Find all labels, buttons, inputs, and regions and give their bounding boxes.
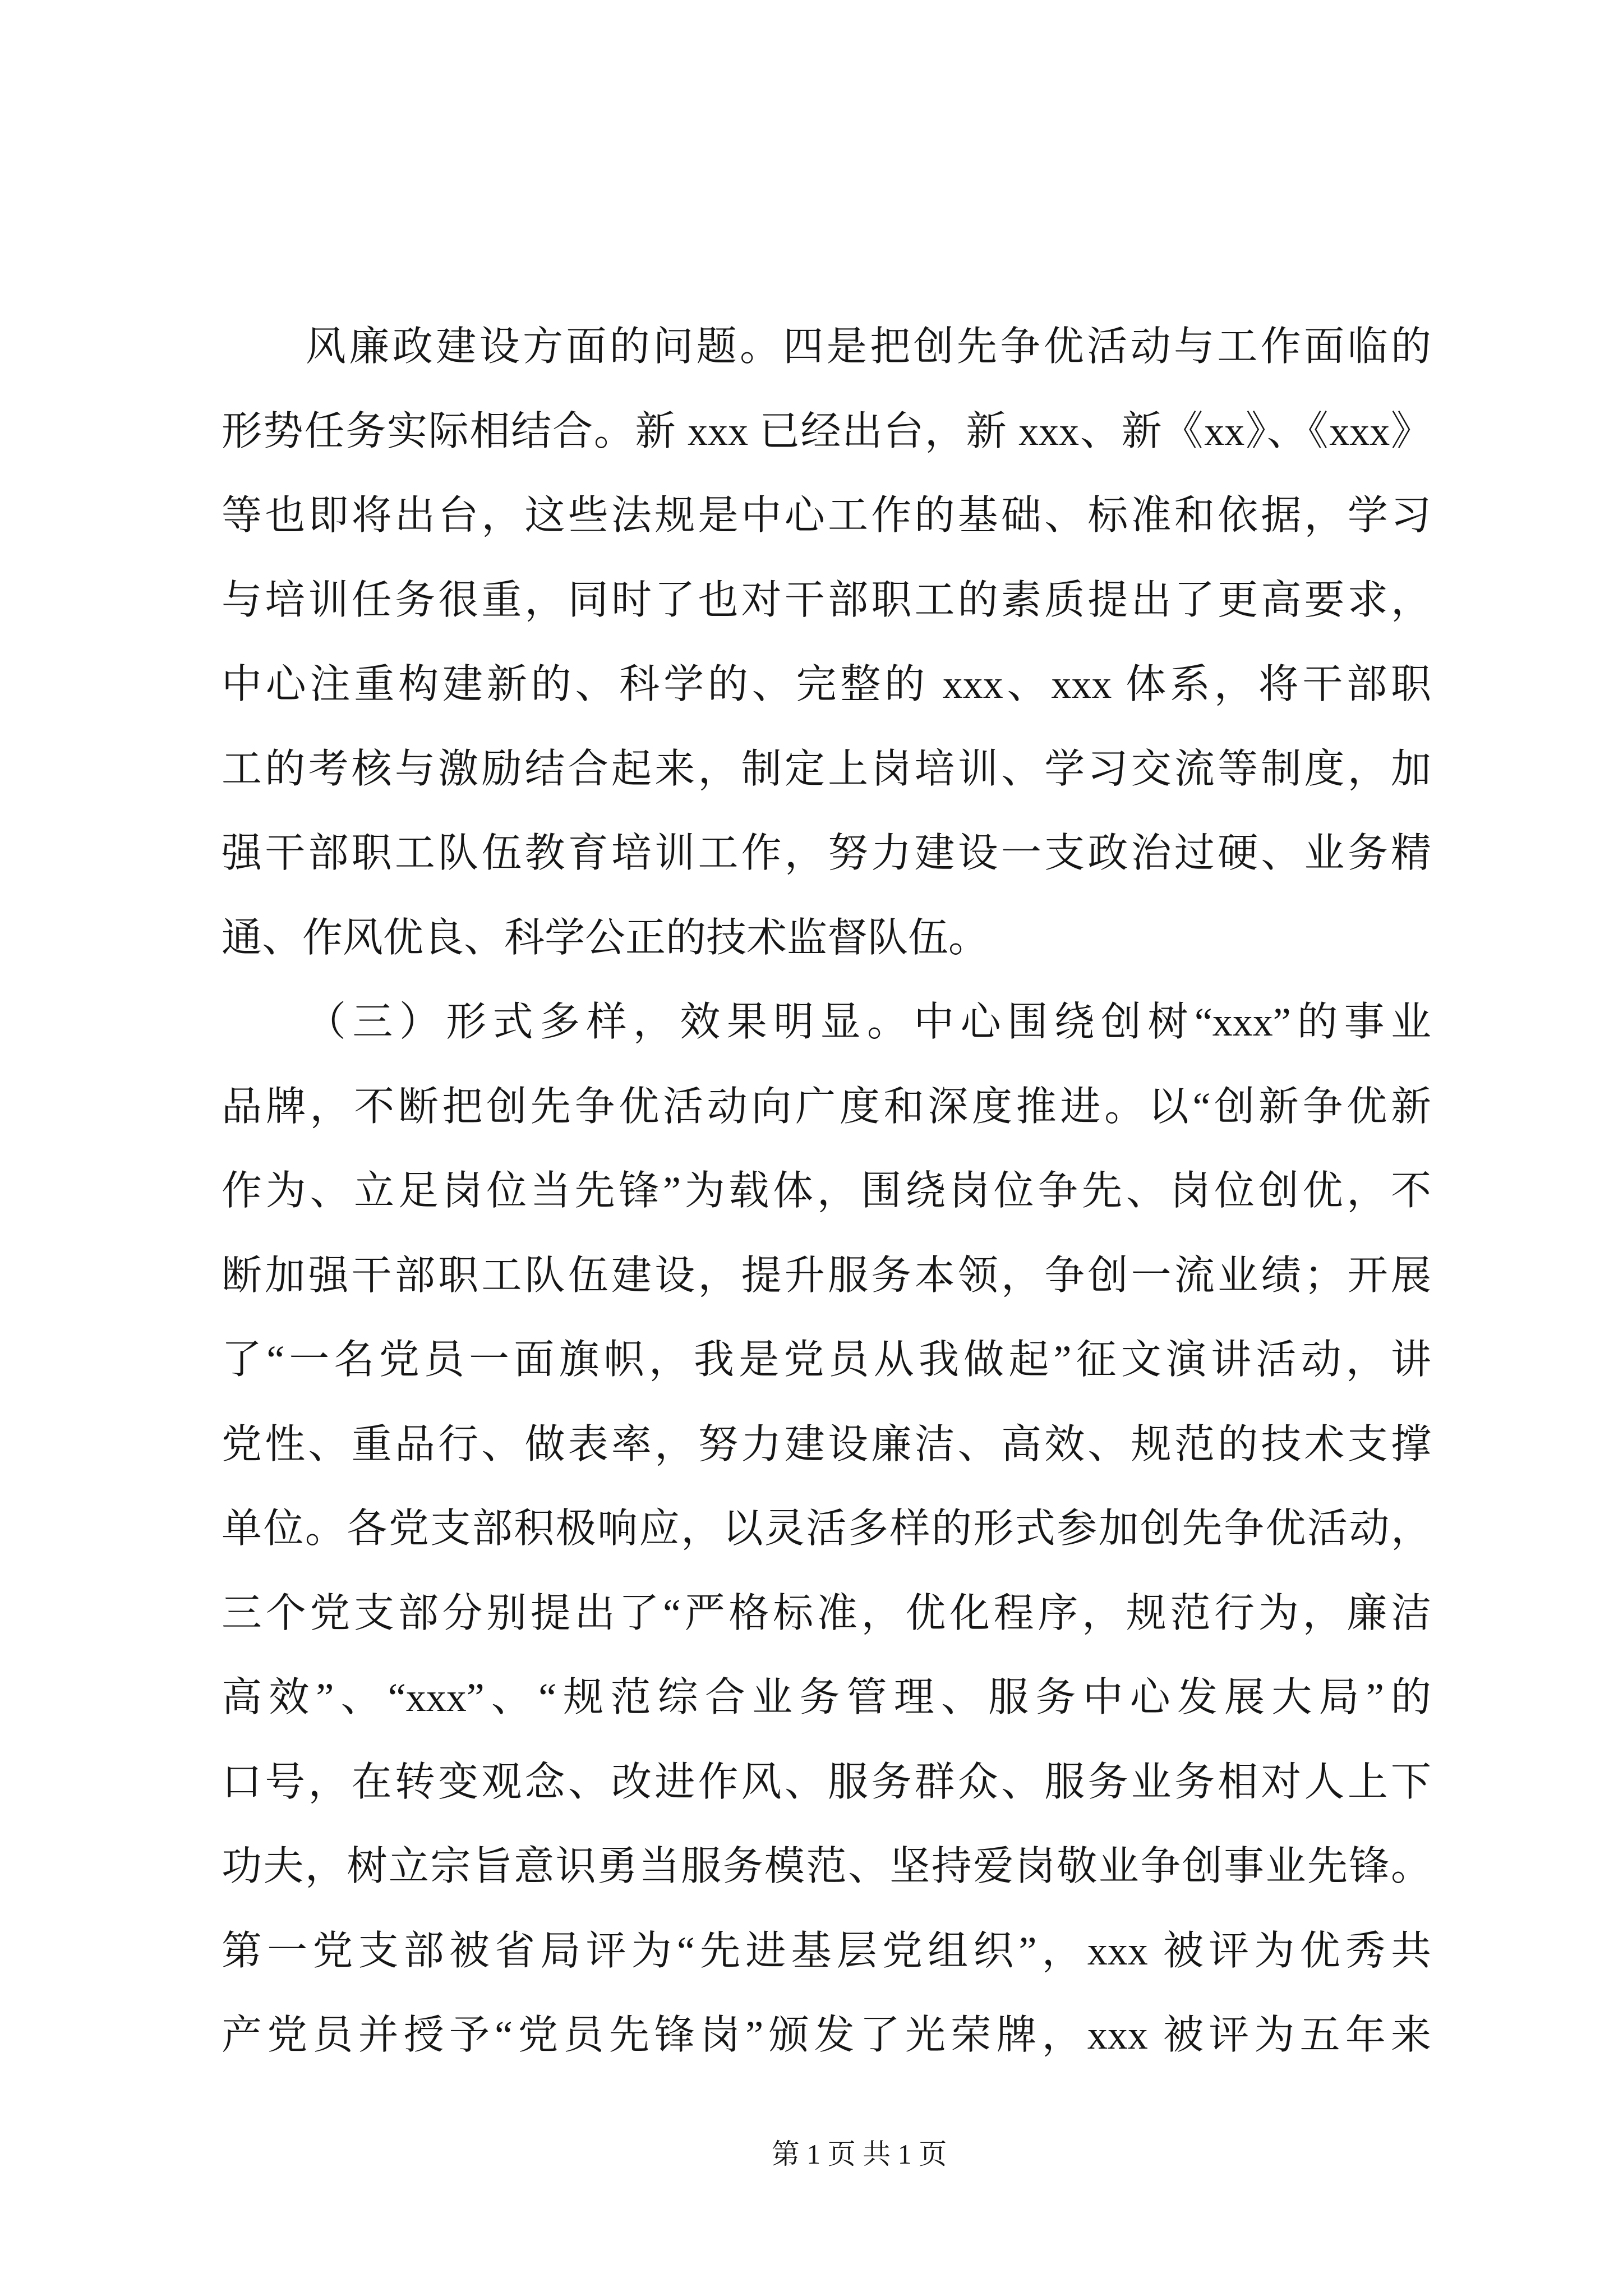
- text-line: （三）形式多样，效果明显。中心围绕创树“xxx”的事业: [306, 1000, 1431, 1045]
- text-line: 中心注重构建新的、科学的、完整的 xxx、xxx 体系，将干部职: [222, 662, 1431, 707]
- text-line: 断加强干部职工队伍建设，提升服务本领，争创一流业绩；开展: [222, 1253, 1431, 1298]
- text-line: 作为、立足岗位当先锋”为载体，围绕岗位争先、岗位创优，不: [222, 1168, 1431, 1213]
- paragraph: [222, 980, 1431, 2078]
- text-line: 单位。各党支部积极响应，以灵活多样的形式参加创先争优活动，: [222, 1506, 1431, 1551]
- text-line: 党性、重品行、做表率，努力建设廉洁、高效、规范的技术支撑: [222, 1421, 1431, 1467]
- body-text: [222, 305, 1431, 2078]
- page-number-footer: 第 1 页 共 1 页: [771, 2138, 947, 2170]
- text-line: 口号，在转变观念、改进作风、服务群众、服务业务相对人上下: [222, 1759, 1431, 1805]
- text-line: 第一党支部被省局评为“先进基层党组织”，xxx 被评为优秀共: [222, 1928, 1431, 1973]
- text-line: 功夫，树立宗旨意识勇当服务模范、坚持爱岗敬业争创事业先锋。: [222, 1844, 1431, 1889]
- text-line: 工的考核与激励结合起来，制定上岗培训、学习交流等制度，加: [222, 746, 1431, 792]
- paragraph: [222, 305, 1431, 980]
- text-line: 等也即将出台，这些法规是中心工作的基础、标准和依据，学习: [222, 493, 1431, 538]
- text-line: 产党员并授予“党员先锋岗”颁发了光荣牌，xxx 被评为五年来: [222, 2013, 1431, 2058]
- text-line: 通、作风优良、科学公正的技术监督队伍。: [222, 915, 989, 960]
- text-line: 与培训任务很重，同时了也对干部职工的素质提出了更高要求，: [222, 577, 1431, 623]
- text-line: 三个党支部分别提出了“严格标准，优化程序，规范行为，廉洁: [222, 1590, 1431, 1636]
- text-line: 强干部职工队伍教育培训工作，努力建设一支政治过硬、业务精: [222, 831, 1431, 876]
- text-line: 了“一名党员一面旗帜，我是党员从我做起”征文演讲活动，讲: [222, 1337, 1431, 1382]
- text-line: 品牌，不断把创先争优活动向广度和深度推进。以“创新争优新: [222, 1084, 1431, 1129]
- text-line: 风廉政建设方面的问题。四是把创先争优活动与工作面临的: [306, 324, 1431, 369]
- text-line: 形势任务实际相结合。新 xxx 已经出台，新 xxx、新《xx》、《xxx》: [222, 408, 1431, 454]
- text-line: 高效”、“xxx”、“规范综合业务管理、服务中心发展大局”的: [222, 1675, 1431, 1720]
